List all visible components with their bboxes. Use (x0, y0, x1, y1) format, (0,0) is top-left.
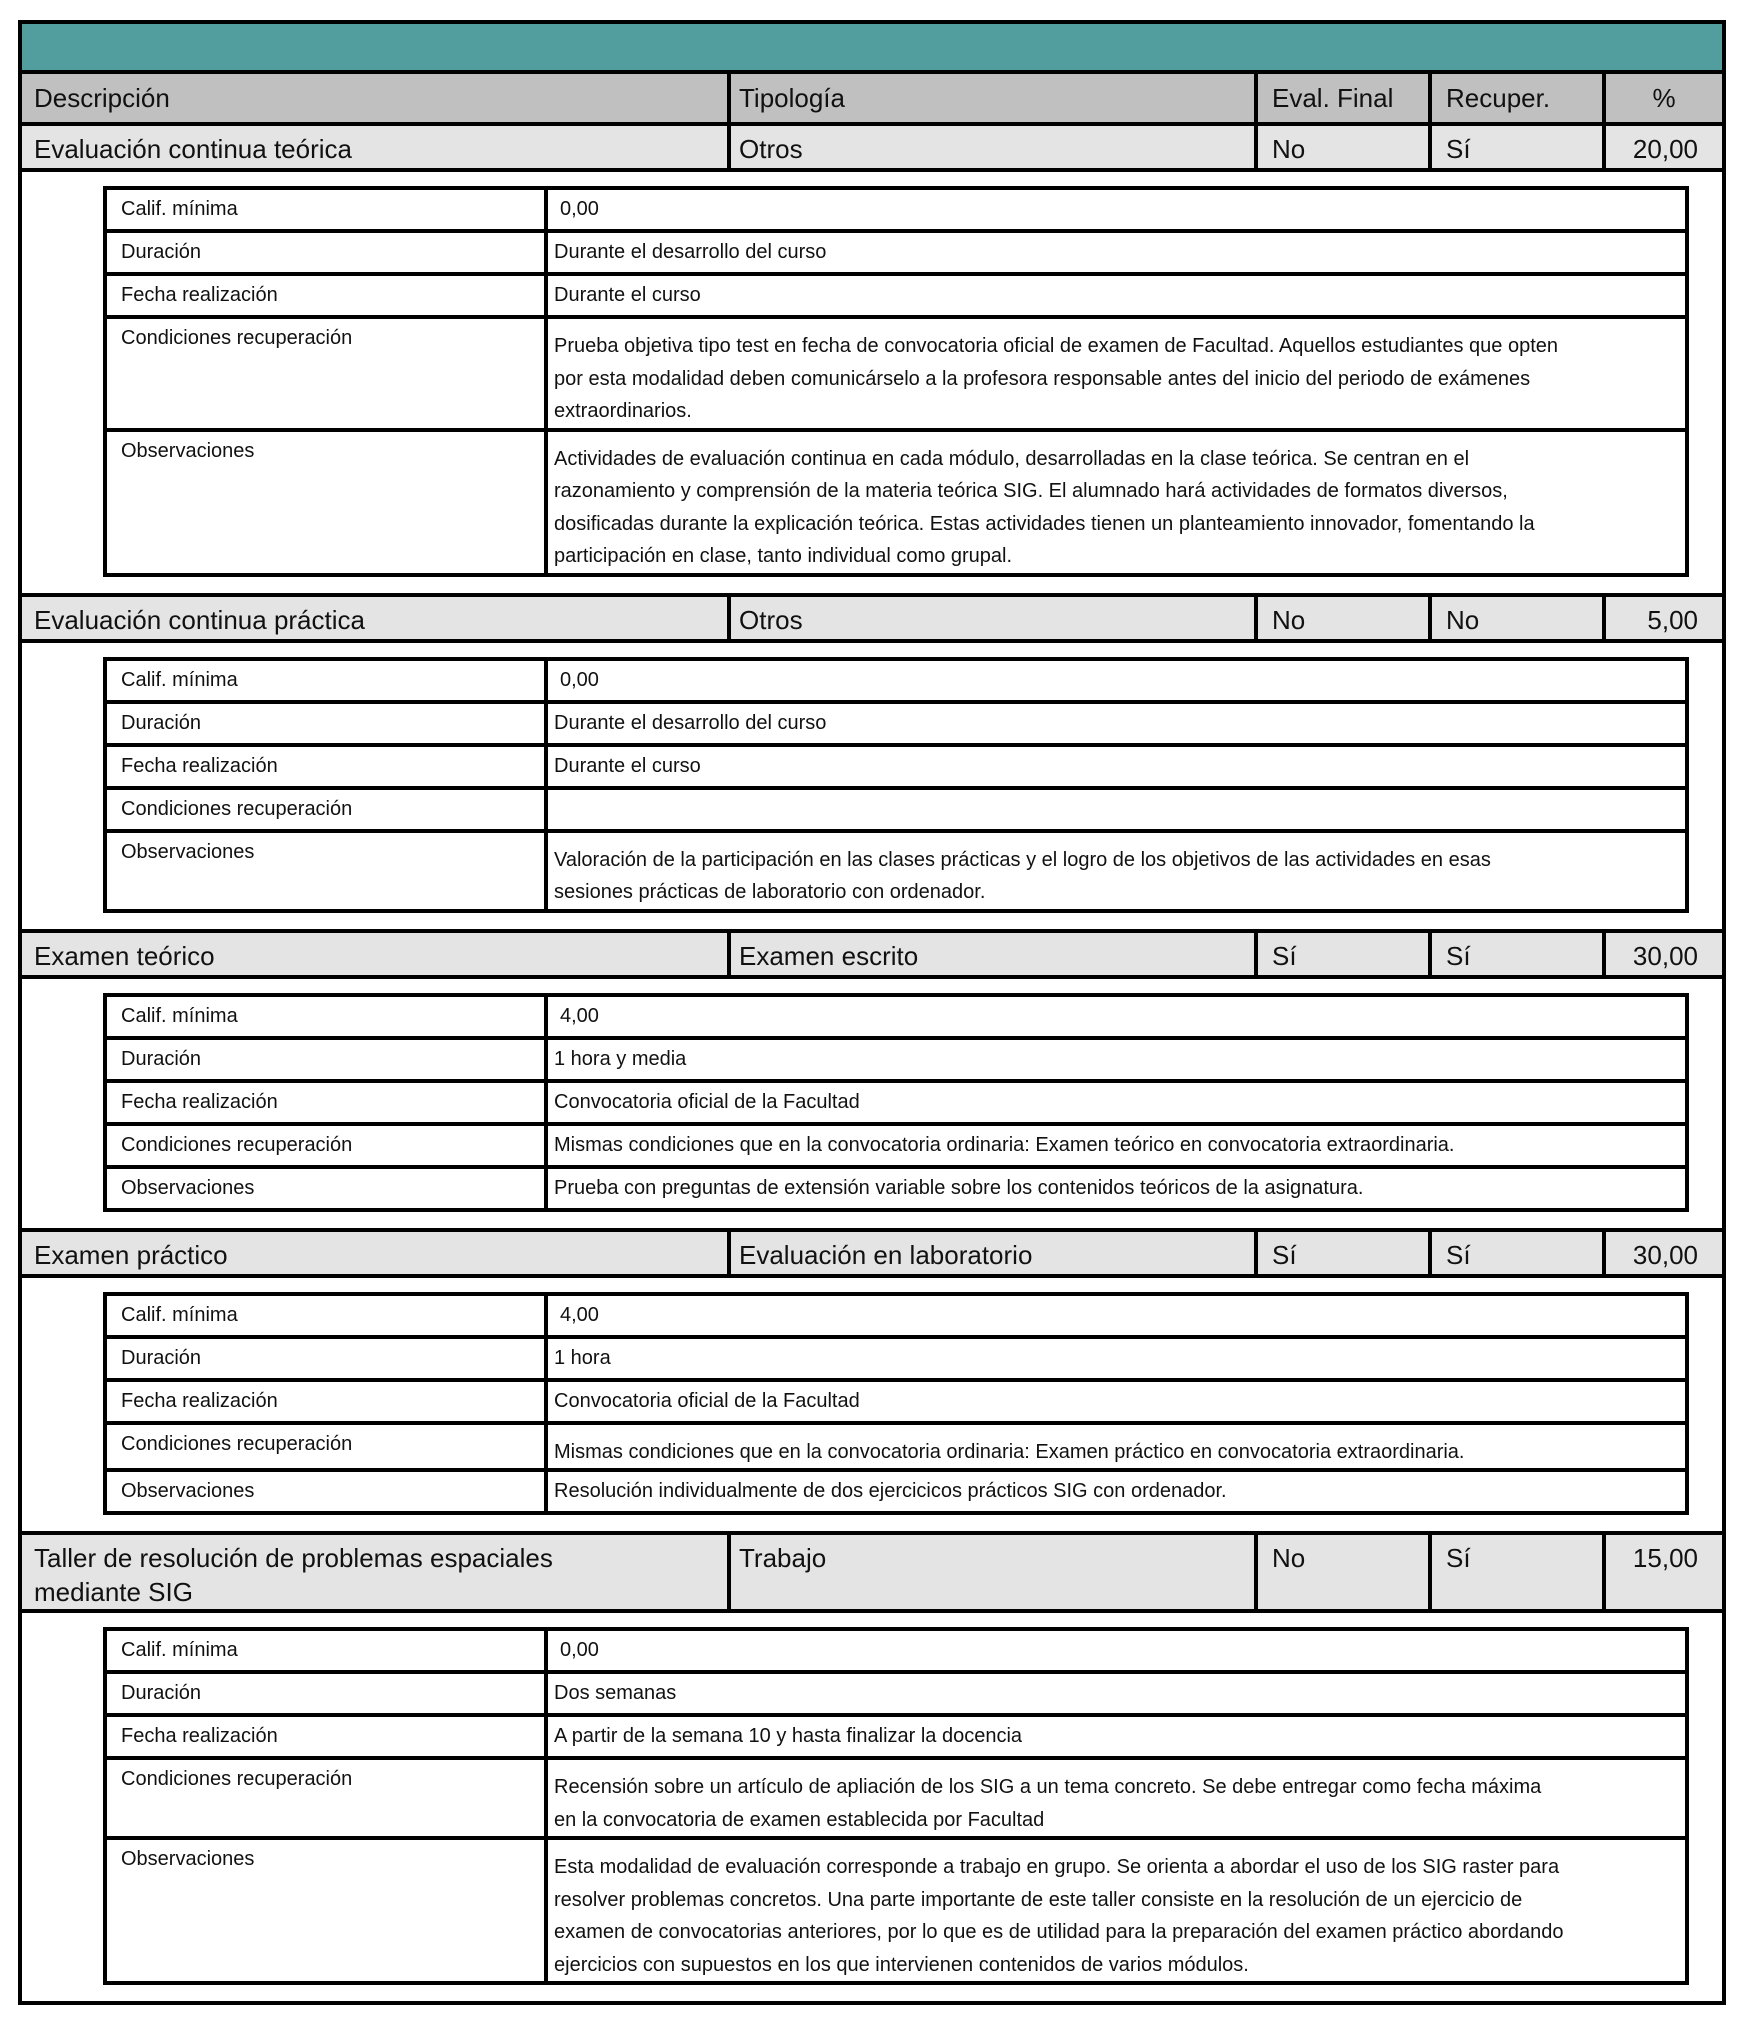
detail-row-min-grade (107, 190, 1685, 233)
detail-label: Observaciones (107, 1472, 548, 1511)
detail-value: 4,00 (560, 1004, 599, 1027)
detail-label: Calif. mínima (107, 997, 548, 1036)
detail-row-observations (107, 1169, 1685, 1208)
evaluation-details (22, 172, 1722, 597)
evaluation-recovery: Sí (1432, 126, 1606, 168)
evaluation-details (22, 643, 1722, 933)
detail-value: Recensión sobre un artículo de apliación de los SIG a un tema concreto. Se debe entregar como fecha máxima en la convocatoria de examen establecida por Facultad (554, 1776, 1542, 1831)
detail-value: 1 hora (554, 1346, 611, 1369)
evaluation-typology: Trabajo (731, 1535, 1258, 1609)
detail-row-min-grade (107, 1296, 1685, 1339)
evaluation-description: Evaluación continua teórica (22, 126, 731, 168)
detail-value: Valoración de la participación en las clases prácticas y el logro de los objetivos de las actividades en esas sesiones prácticas de laboratorio con ordenador. (554, 848, 1491, 903)
evaluation-final-eval: Sí (1258, 1232, 1432, 1274)
detail-value: 0,00 (560, 198, 599, 220)
detail-label: Fecha realización (107, 1083, 548, 1122)
detail-row-duration (107, 233, 1685, 276)
detail-row-date (107, 1083, 1685, 1126)
evaluation-description: Examen teórico (22, 933, 731, 975)
detail-value: Durante el desarrollo del curso (554, 711, 827, 734)
detail-value: 0,00 (560, 668, 599, 691)
detail-label: Calif. mínima (107, 1631, 548, 1670)
detail-label: Calif. mínima (107, 190, 548, 229)
detail-label: Duración (107, 1674, 548, 1713)
evaluation-typology: Evaluación en laboratorio (731, 1232, 1258, 1274)
details-table (103, 993, 1689, 1212)
detail-value: Convocatoria oficial de la Facultad (554, 1389, 860, 1412)
header-final-eval: Eval. Final (1258, 74, 1432, 122)
detail-label: Observaciones (107, 1840, 548, 1981)
detail-label: Fecha realización (107, 747, 548, 786)
details-table (103, 1627, 1689, 1985)
evaluation-final-eval: No (1258, 597, 1432, 639)
detail-value: A partir de la semana 10 y hasta finalizar la docencia (554, 1725, 1023, 1747)
detail-row-duration (107, 1339, 1685, 1382)
details-table (103, 1292, 1689, 1516)
detail-label: Fecha realización (107, 1382, 548, 1421)
detail-value: Dos semanas (554, 1682, 677, 1704)
detail-row-date (107, 276, 1685, 319)
detail-label: Condiciones recuperación (107, 790, 548, 829)
detail-label: Duración (107, 1040, 548, 1079)
detail-label: Observaciones (107, 432, 548, 573)
detail-value: Durante el curso (554, 754, 701, 777)
evaluation-percent: 5,00 (1647, 604, 1698, 635)
detail-row-min-grade (107, 661, 1685, 704)
detail-label: Observaciones (107, 833, 548, 909)
detail-row-recovery-conditions (107, 790, 1685, 833)
detail-label: Condiciones recuperación (107, 1425, 548, 1469)
evaluation-table (18, 20, 1726, 2005)
detail-row-date (107, 1717, 1685, 1760)
detail-value (548, 790, 1685, 829)
evaluation-percent: 20,00 (1632, 134, 1698, 164)
detail-row-duration (107, 1040, 1685, 1083)
evaluation-recovery: No (1432, 597, 1606, 639)
detail-row-min-grade (107, 1631, 1685, 1674)
detail-row-recovery-conditions (107, 1425, 1685, 1473)
detail-value: 0,00 (560, 1639, 599, 1661)
evaluation-description: Taller de resolución de problemas espaciales mediante SIG (22, 1535, 731, 1609)
evaluation-row (22, 126, 1722, 172)
evaluation-percent: 15,00 (1632, 1543, 1698, 1573)
detail-value: Durante el desarrollo del curso (554, 241, 827, 263)
header-percent: % (1652, 83, 1676, 113)
detail-row-min-grade (107, 997, 1685, 1040)
detail-row-recovery-conditions (107, 1126, 1685, 1169)
detail-value: Prueba objetiva tipo test en fecha de convocatoria oficial de examen de Facultad. Aquellos estudiantes que opten por esta modalidad deben comunicárselo a la profesora responsable antes del inicio del periodo de exámenes extraordinarios. (554, 335, 1559, 422)
detail-value: Mismas condiciones que en la convocatoria ordinaria: Examen práctico en convocatoria extraordinaria. (554, 1440, 1465, 1463)
header-recovery: Recuper. (1432, 74, 1606, 122)
detail-value: Actividades de evaluación continua en cada módulo, desarrolladas en la clase teórica. Se centran en el razonamiento y comprensión de la materia teórica SIG. El alumnado hará actividades de formatos diversos, dosificadas durante la explicación teórica. Estas actividades tienen un planteamiento innovador, fomentando la participación en clase, tanto individual como grupal. (554, 447, 1535, 567)
details-table (103, 657, 1689, 913)
evaluation-percent: 30,00 (1632, 940, 1698, 971)
detail-value: Durante el curso (554, 284, 701, 306)
details-table (103, 186, 1689, 577)
detail-value: Prueba con preguntas de extensión variable sobre los contenidos teóricos de la asignatura. (554, 1176, 1364, 1199)
detail-label: Calif. mínima (107, 661, 548, 700)
evaluation-typology: Otros (731, 126, 1258, 168)
evaluation-row (22, 1232, 1722, 1278)
detail-value: Convocatoria oficial de la Facultad (554, 1090, 860, 1113)
evaluation-typology: Otros (731, 597, 1258, 639)
evaluation-details (22, 979, 1722, 1232)
evaluation-final-eval: No (1258, 126, 1432, 168)
evaluation-percent: 30,00 (1632, 1239, 1698, 1270)
detail-value: 1 hora y media (554, 1047, 687, 1070)
detail-label: Duración (107, 704, 548, 743)
evaluation-recovery: Sí (1432, 1232, 1606, 1274)
detail-value: Mismas condiciones que en la convocatoria ordinaria: Examen teórico en convocatoria extraordinaria. (554, 1133, 1455, 1156)
detail-label: Condiciones recuperación (107, 1126, 548, 1165)
detail-label: Condiciones recuperación (107, 1760, 548, 1836)
detail-label: Condiciones recuperación (107, 319, 548, 428)
detail-label: Fecha realización (107, 276, 548, 315)
evaluation-final-eval: No (1258, 1535, 1432, 1609)
detail-label: Duración (107, 1339, 548, 1378)
detail-value: Resolución individualmente de dos ejercicicos prácticos SIG con ordenador. (554, 1480, 1227, 1502)
detail-row-observations (107, 432, 1685, 573)
header-typology: Tipología (731, 74, 1258, 122)
evaluation-row (22, 1535, 1722, 1613)
detail-value: 4,00 (560, 1303, 599, 1326)
detail-row-date (107, 1382, 1685, 1425)
detail-row-observations (107, 1472, 1685, 1511)
evaluation-row (22, 597, 1722, 643)
evaluation-final-eval: Sí (1258, 933, 1432, 975)
detail-row-observations (107, 1840, 1685, 1981)
evaluation-description: Examen práctico (22, 1232, 731, 1274)
evaluation-typology: Examen escrito (731, 933, 1258, 975)
evaluation-details (22, 1278, 1722, 1536)
evaluation-details (22, 1613, 1722, 2001)
table-banner (22, 24, 1722, 74)
detail-label: Fecha realización (107, 1717, 548, 1756)
detail-row-duration (107, 1674, 1685, 1717)
evaluation-recovery: Sí (1432, 1535, 1606, 1609)
detail-label: Observaciones (107, 1169, 548, 1208)
evaluation-description: Evaluación continua práctica (22, 597, 731, 639)
detail-row-observations (107, 833, 1685, 909)
detail-row-recovery-conditions (107, 1760, 1685, 1840)
table-header-row (22, 74, 1722, 126)
evaluation-recovery: Sí (1432, 933, 1606, 975)
detail-row-date (107, 747, 1685, 790)
evaluation-row (22, 933, 1722, 979)
detail-row-recovery-conditions (107, 319, 1685, 432)
header-description: Descripción (22, 74, 731, 122)
detail-label: Duración (107, 233, 548, 272)
detail-row-duration (107, 704, 1685, 747)
detail-value: Esta modalidad de evaluación corresponde a trabajo en grupo. Se orienta a abordar el uso de los SIG raster para resolver problemas concretos. Una parte importante de este taller consiste en la resolución de un ejercicio de examen de convocatorias anteriores, por lo que es de utilidad para la preparación del examen práctico abordando ejercicios con supuestos en los que intervienen contenidos de varios módulos. (554, 1856, 1564, 1976)
detail-label: Calif. mínima (107, 1296, 548, 1335)
